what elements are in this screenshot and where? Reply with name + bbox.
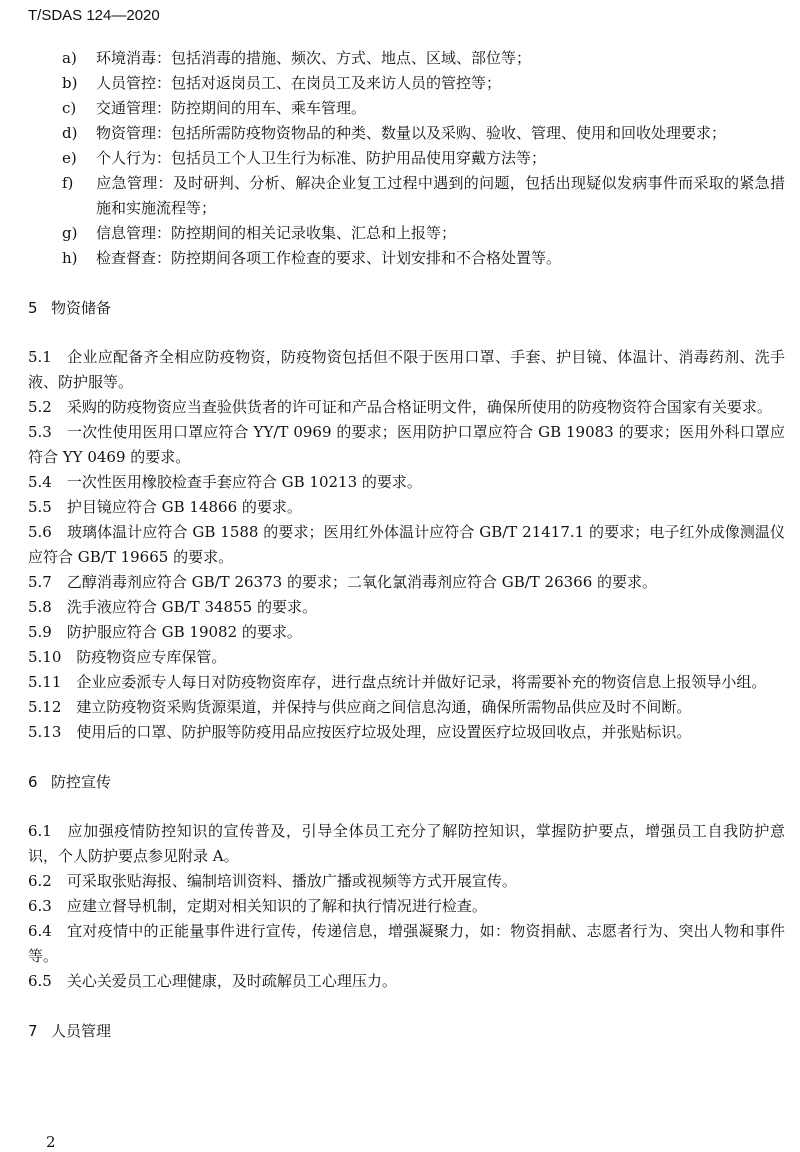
list-item <box>28 96 785 121</box>
clause-text: 一次性医用橡胶检查手套应符合 GB 10213 的要求。 <box>66 473 422 491</box>
clause-text: 防护服应符合 GB 19082 的要求。 <box>66 623 302 641</box>
section-number: 6 <box>28 773 38 791</box>
clause-number: 5.1 <box>28 348 52 366</box>
section-number: 5 <box>28 299 38 317</box>
clause-text: 洗手液应符合 GB/T 34855 的要求。 <box>66 598 317 616</box>
section-title: 人员管理 <box>51 1022 112 1040</box>
clause <box>28 695 785 720</box>
clause-number: 5.11 <box>28 673 62 691</box>
clause <box>28 620 785 645</box>
clause <box>28 869 785 894</box>
clause-number: 5.12 <box>28 698 62 716</box>
clause-text: 玻璃体温计应符合 GB 1588 的要求；医用红外体温计应符合 GB/T 21417.1 的要求；电子红外成像测温仪应符合 GB/T 19665 的要求。 <box>28 523 785 566</box>
clause-text: 建立防疫物资采购货源渠道，并保持与供应商之间信息沟通，确保所需物品供应及时不间断。 <box>76 698 692 716</box>
document-header: T/SDAS 124—2020 <box>28 7 160 24</box>
list-item-text: 个人行为：包括员工个人卫生行为标准、防护用品使用穿戴方法等； <box>96 149 547 167</box>
clause <box>28 969 785 994</box>
clause <box>28 520 785 570</box>
clause <box>28 919 785 969</box>
list-item <box>28 121 785 146</box>
list-item-label: f) <box>62 174 74 192</box>
section-5-clauses <box>28 345 785 745</box>
list-item-text: 物资管理：包括所需防疫物资物品的种类、数量以及采购、验收、管理、使用和回收处理要求； <box>96 124 727 142</box>
list-item-text: 环境消毒：包括消毒的措施、频次、方式、地点、区域、部位等； <box>96 49 532 67</box>
clause-number: 6.1 <box>28 822 52 840</box>
list-item-label: a) <box>62 49 77 67</box>
clause-text: 乙醇消毒剂应符合 GB/T 26373 的要求；二氧化氯消毒剂应符合 GB/T 26366 的要求。 <box>66 573 658 591</box>
clause-text: 可采取张贴海报、编制培训资料、播放广播或视频等方式开展宣传。 <box>66 872 517 890</box>
section-title: 物资储备 <box>51 299 112 317</box>
clause-number: 5.5 <box>28 498 52 516</box>
clause <box>28 495 785 520</box>
clause <box>28 645 785 670</box>
clause-text: 使用后的口罩、防护服等防疫用品应按医疗垃圾处理，应设置医疗垃圾回收点，并张贴标识。 <box>76 723 692 741</box>
clause-number: 5.7 <box>28 573 52 591</box>
section-heading-6 <box>28 770 785 795</box>
clause-number: 5.13 <box>28 723 62 741</box>
clause-text: 一次性使用医用口罩应符合 YY/T 0969 的要求；医用防护口罩应符合 GB 19083 的要求；医用外科口罩应符合 YY 0469 的要求。 <box>28 423 785 466</box>
clause <box>28 670 785 695</box>
page-number: 2 <box>46 1133 56 1151</box>
list-item-label: c) <box>62 99 77 117</box>
requirement-list <box>28 46 785 271</box>
clause-text: 宜对疫情中的正能量事件进行宣传，传递信息，增强凝聚力，如：物资捐献、志愿者行为、突出人物和事件等。 <box>28 922 785 965</box>
clause-text: 企业应委派专人每日对防疫物资库存，进行盘点统计并做好记录，将需要补充的物资信息上报领导小组。 <box>76 673 767 691</box>
clause-number: 5.4 <box>28 473 52 491</box>
clause-number: 5.3 <box>28 423 52 441</box>
list-item-label: d) <box>62 124 78 142</box>
list-item <box>28 71 785 96</box>
clause-text: 采购的防疫物资应当查验供货者的许可证和产品合格证明文件，确保所使用的防疫物资符合国家有关要求。 <box>66 398 772 416</box>
list-item <box>28 246 785 271</box>
section-heading-7 <box>28 1019 785 1044</box>
clause <box>28 420 785 470</box>
clause-number: 6.4 <box>28 922 52 940</box>
list-item-text: 交通管理：防控期间的用车、乘车管理。 <box>96 99 367 117</box>
list-item-label: e) <box>62 149 77 167</box>
list-item-label: b) <box>62 74 78 92</box>
list-item-text: 信息管理：防控期间的相关记录收集、汇总和上报等； <box>96 224 457 242</box>
list-item <box>28 171 785 221</box>
clause-text: 防疫物资应专库保管。 <box>76 648 227 666</box>
clause-text: 护目镜应符合 GB 14866 的要求。 <box>66 498 302 516</box>
clause-number: 5.8 <box>28 598 52 616</box>
list-item-label: g) <box>62 224 78 242</box>
clause-number: 5.9 <box>28 623 52 641</box>
clause-number: 5.6 <box>28 523 52 541</box>
clause-number: 6.5 <box>28 972 52 990</box>
clause <box>28 395 785 420</box>
list-item <box>28 146 785 171</box>
clause <box>28 570 785 595</box>
section-title: 防控宣传 <box>51 773 112 791</box>
section-heading-5 <box>28 296 785 321</box>
section-6-clauses <box>28 819 785 994</box>
section-number: 7 <box>28 1022 38 1040</box>
list-item <box>28 221 785 246</box>
list-item-text: 检查督查：防控期间各项工作检查的要求、计划安排和不合格处置等。 <box>96 249 562 267</box>
clause-number: 5.10 <box>28 648 62 666</box>
clause-text: 企业应配备齐全相应防疫物资，防疫物资包括但不限于医用口罩、手套、护目镜、体温计、消毒药剂、洗手液、防护服等。 <box>28 348 785 391</box>
clause-number: 6.2 <box>28 872 52 890</box>
clause <box>28 720 785 745</box>
clause-number: 5.2 <box>28 398 52 416</box>
clause <box>28 819 785 869</box>
list-item-text: 应急管理：及时研判、分析、解决企业复工过程中遇到的问题，包括出现疑似发病事件而采取的紧急措施和实施流程等； <box>96 174 785 217</box>
document-body <box>28 46 785 1068</box>
clause <box>28 345 785 395</box>
clause-number: 6.3 <box>28 897 52 915</box>
clause <box>28 894 785 919</box>
list-item-text: 人员管控：包括对返岗员工、在岗员工及来访人员的管控等； <box>96 74 502 92</box>
clause-text: 应建立督导机制，定期对相关知识的了解和执行情况进行检查。 <box>66 897 487 915</box>
clause-text: 关心关爱员工心理健康，及时疏解员工心理压力。 <box>66 972 397 990</box>
clause-text: 应加强疫情防控知识的宣传普及，引导全体员工充分了解防控知识，掌握防护要点，增强员工自我防护意识，个人防护要点参见附录 A。 <box>28 822 785 865</box>
list-item-label: h) <box>62 249 78 267</box>
list-item <box>28 46 785 71</box>
clause <box>28 595 785 620</box>
clause <box>28 470 785 495</box>
